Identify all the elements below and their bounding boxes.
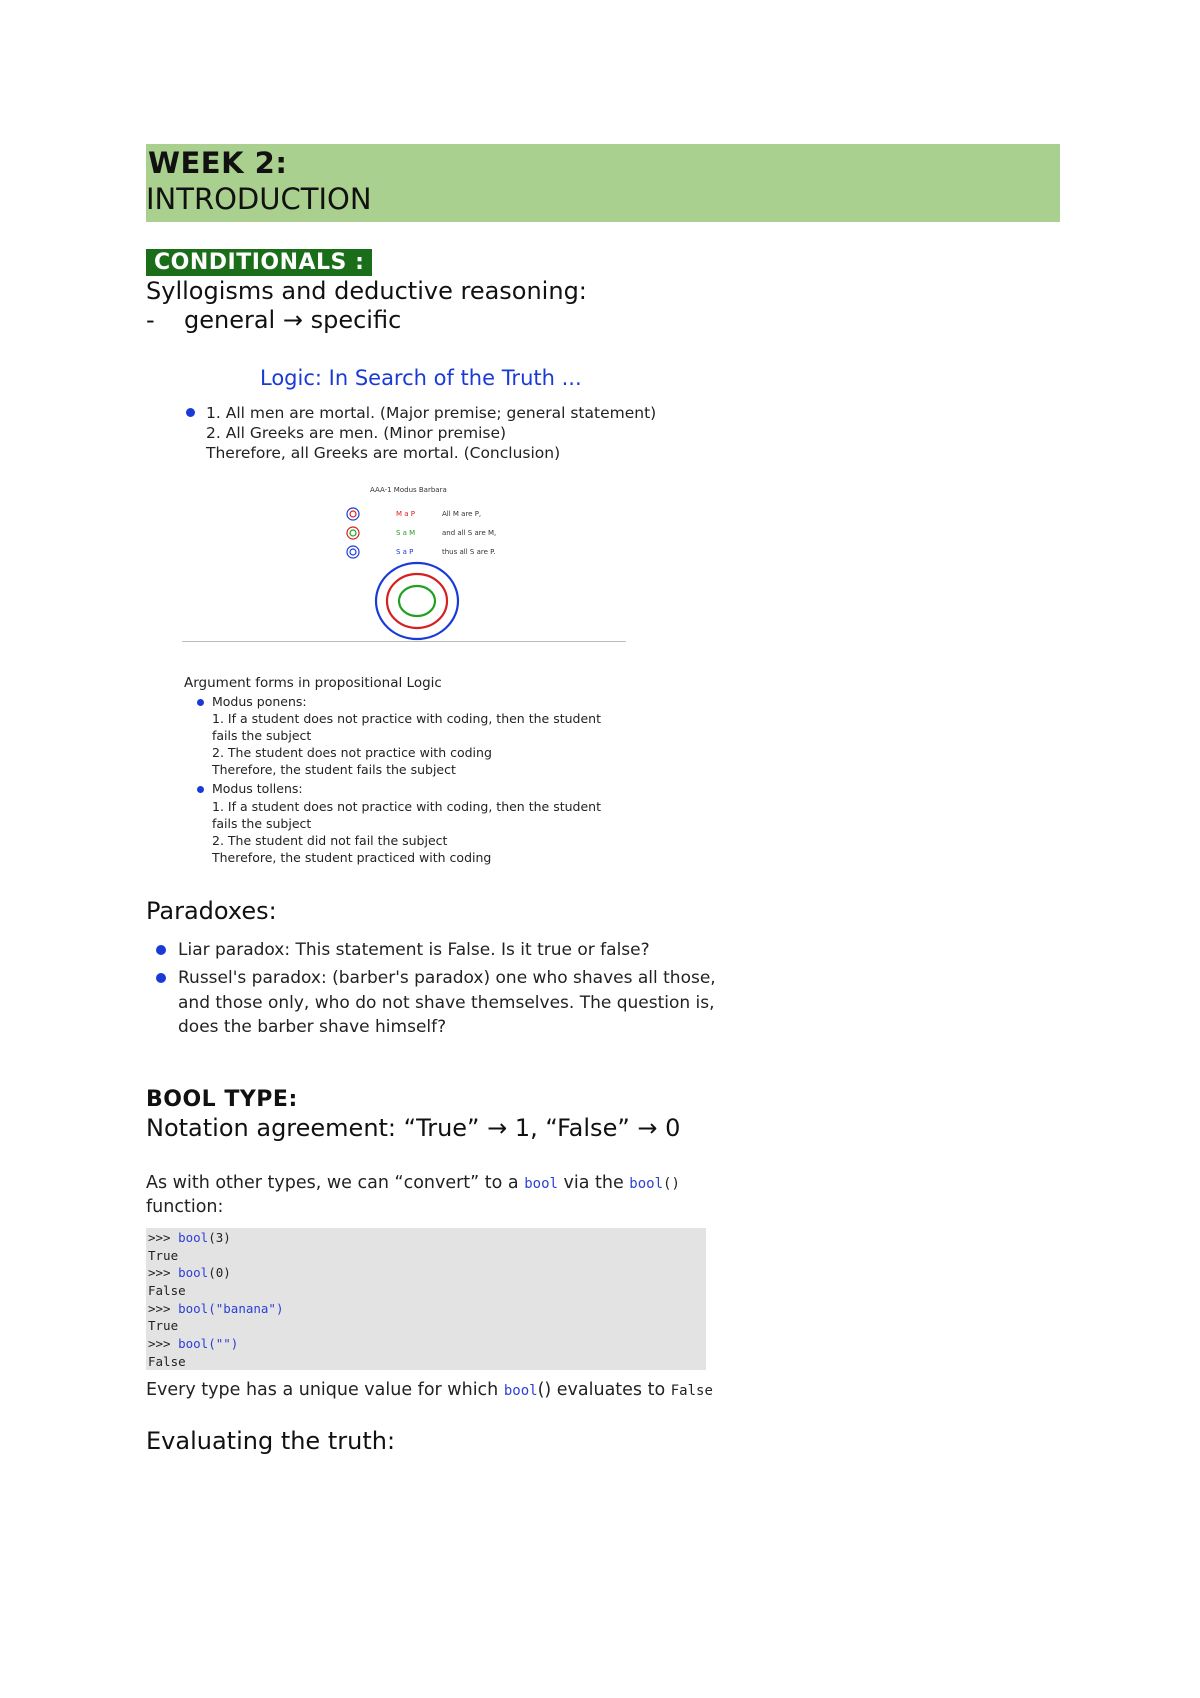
convert-kw1: bool [524,1176,558,1192]
every-text-a: Every type has a unique value for which [146,1380,504,1400]
code-line: >>> bool("banana") [148,1300,284,1316]
convert-line1 [146,1173,680,1193]
paradoxes-heading: Paradoxes: [146,897,277,925]
legend-code-1: M a P [396,510,416,518]
code-output: True [148,1318,179,1334]
week-title: WEEK 2: [148,146,288,180]
legend-text-2: and all S are M, [442,529,497,537]
euler-diagram [372,558,462,644]
code-block [146,1228,706,1370]
convert-kw2: bool [629,1176,664,1192]
ponens-line1b: fails the subject [212,728,312,743]
tollens-line3: Therefore, the student practiced with coding [212,850,492,865]
ponens-line3: Therefore, the student fails the subject [212,762,456,777]
middle-circle-m [387,574,447,628]
code-output: False [148,1283,186,1299]
conditionals-tag: CONDITIONALS : [146,249,372,276]
general-specific-text: general → specific [184,306,402,334]
list-dash: - [146,306,155,334]
convert-text-a: As with other types, we can “convert” to a [146,1173,525,1193]
tollens-line1b: fails the subject [212,816,312,831]
bullet-icon [156,973,166,983]
evaluating-truth-heading: Evaluating the truth: [146,1427,396,1455]
slide2-title: Argument forms in propositional Logic [184,675,442,691]
slide-divider [182,641,626,642]
notation-agreement: Notation agreement: “True” → 1, “False” → 0 [146,1114,681,1142]
slide1-line3: Therefore, all Greeks are mortal. (Conclusion) [206,444,561,462]
tollens-line1a: 1. If a student does not practice with coding, then the student [212,799,601,814]
convert-line2: function: [146,1197,224,1217]
legend-code-3: S a P [396,548,414,556]
every-false: False [670,1383,713,1399]
slide1-line2: 2. All Greeks are men. (Minor premise) [206,424,507,442]
legend-text-3: thus all S are P. [442,548,496,556]
liar-paradox: Liar paradox: This statement is False. Is it true or false? [178,940,650,960]
legend-icon-map [347,508,359,520]
syllogisms-heading: Syllogisms and deductive reasoning: [146,277,587,305]
code-output: False [148,1353,186,1369]
code-line: >>> bool("") [148,1336,239,1352]
legend-icons [345,505,361,565]
russell-line2: and those only, who do not shave themselves. The question is, [178,993,715,1013]
every-kw: bool [503,1383,538,1399]
diagram-title: AAA-1 Modus Barbara [370,486,447,494]
legend-icon-sam [347,527,359,539]
modus-ponens-label: Modus ponens: [212,694,307,709]
every-type-line [146,1380,713,1400]
intro-title: INTRODUCTION [146,182,372,216]
bool-type-heading: BOOL TYPE: [146,1087,298,1112]
code-output: True [148,1247,179,1263]
bullet-icon [197,699,204,706]
convert-text-b: via the [557,1173,630,1193]
slide1-title: Logic: In Search of the Truth ... [260,366,582,390]
general-specific-item [146,306,401,334]
code-line: >>> bool(3) [148,1230,231,1245]
bullet-icon [197,786,204,793]
tollens-line2: 2. The student did not fail the subject [212,833,448,848]
ponens-line2: 2. The student does not practice with coding [212,745,492,760]
inner-circle-s [399,586,435,616]
modus-tollens-label: Modus tollens: [212,781,303,796]
legend-text-1: All M are P, [442,510,482,518]
ponens-line1a: 1. If a student does not practice with coding, then the student [212,711,601,726]
code-line: >>> bool(0) [148,1265,231,1281]
russell-line3: does the barber shave himself? [178,1017,447,1037]
every-text-b: () evaluates to [537,1380,671,1400]
slide1-line1: 1. All men are mortal. (Major premise; general statement) [206,404,657,422]
bullet-icon [186,408,195,417]
legend-icon-sap [347,546,359,558]
russell-line1: Russel's paradox: (barber's paradox) one who shaves all those, [178,968,716,988]
convert-text-c: () [663,1176,680,1192]
legend-code-2: S a M [396,529,416,537]
bullet-icon [156,945,166,955]
